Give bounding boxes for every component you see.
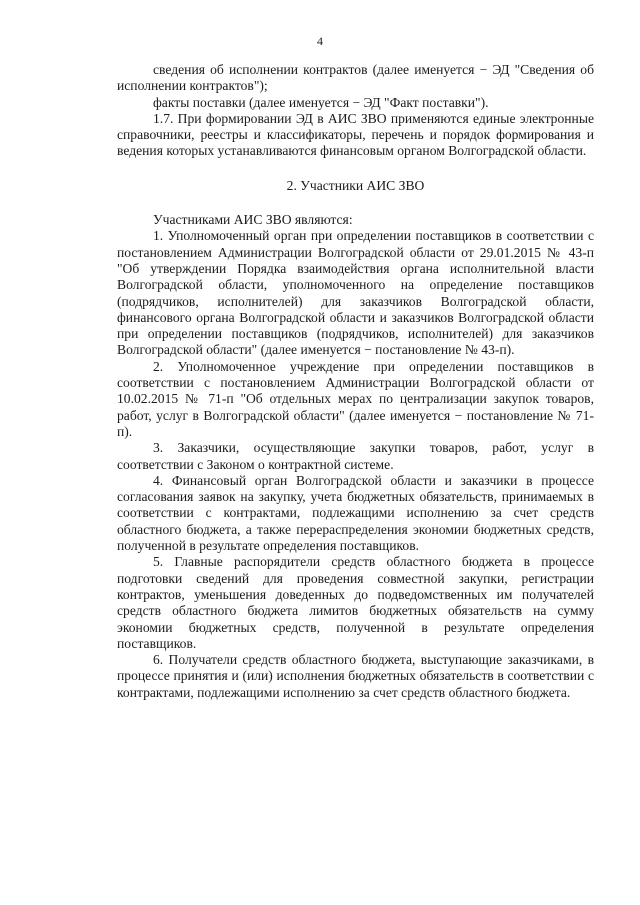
list-item: 4. Финансовый орган Волгоградской области и заказчики в процессе согласования заявок на закупку, учета бюджетных обязательств, принимаемых в соответствии с контрактами, подлежащими исполнению за счет средств областного бюджета, а также перераспределения экономии бюджетных средств, полученной в результате определения поставщиков. [117,472,594,554]
participants-intro: Участниками АИС ЗВО являются: [153,212,353,228]
list-item: 1. Уполномоченный орган при определении поставщиков в соответствии с постановлением Администрации Волгоградской области от 29.01.2015 № 43-п "Об утверждении Порядка взаимодействия органа исполнительной власти Волгоградской области, уполномоченного на определение поставщиков (подрядчиков, исполнителей) для заказчиков Волгоградской области, финансового органа Волгоградской области и заказчиков Волгоградской области при определении поставщиков (подрядчиков, исполнителей) для заказчиков Волгоградской области" (далее именуется − постановление № 43-п). [117,228,594,358]
list-item: 3. Заказчики, осуществляющие закупки товаров, работ, услуг в соответствии с Законом о контрактной системе. [117,440,594,472]
paragraph: факты поставки (далее именуется − ЭД "Факт поставки"). [153,94,489,110]
paragraph: сведения об исполнении контрактов (далее именуется − ЭД "Сведения об исполнении контрактов"); [117,62,594,94]
list-item: 5. Главные распорядители средств областного бюджета в процессе подготовки сведений для проведения совместной закупки, регистрации контрактов, уменьшения доведенных до подведомственных им получателей средств областного бюджета лимитов бюджетных обязательств на сумму экономии бюджетных средств, полученной в результате определения поставщиков. [117,554,594,651]
paragraph-1-7: 1.7. При формировании ЭД в АИС ЗВО применяются единые электронные справочники, реестры и классификаторы, перечень и порядок формирования и ведения которых устанавливаются финансовым органом Волгоградской области. [117,110,594,159]
page-number: 4 [317,34,323,48]
document-body [117,62,594,701]
list-item: 2. Уполномоченное учреждение при определении поставщиков в соответствии с постановлением Администрации Волгоградской области от 10.02.2015 № 71-п "Об отдельных мерах по централизации закупок товаров, работ, услуг в Волгоградской области" (далее именуется − постановление № 71-п). [117,358,594,439]
list-item: 6. Получатели средств областного бюджета, выступающие заказчиками, в процессе принятия и (или) исполнения бюджетных обязательств в соответствии с контрактами, подлежащими исполнению за счет средств областного бюджета. [117,652,594,700]
section-heading: 2. Участники АИС ЗВО [286,177,425,193]
